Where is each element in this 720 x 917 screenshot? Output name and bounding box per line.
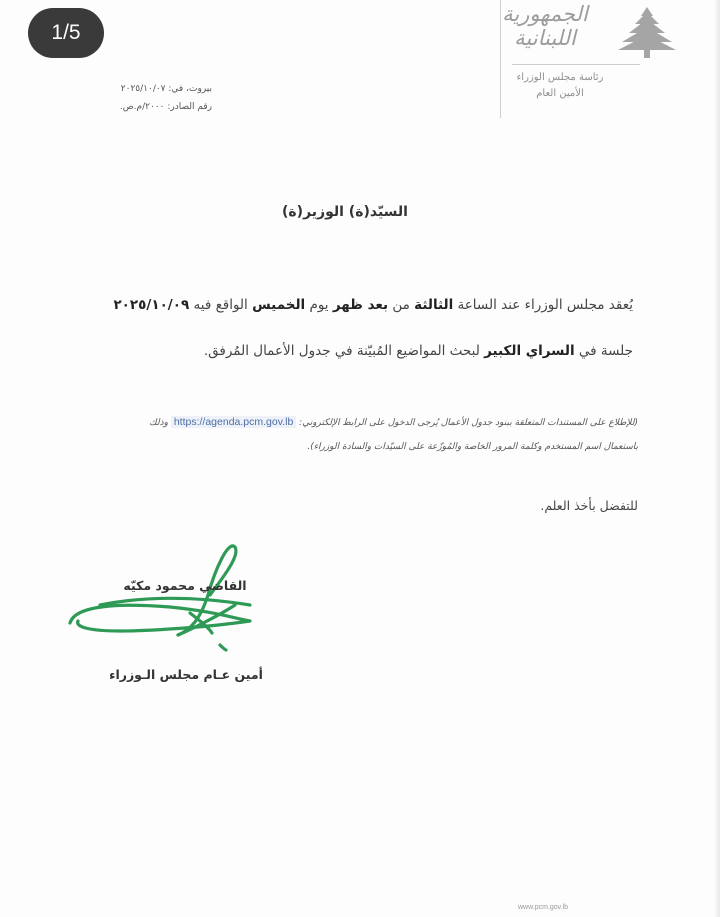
closing-line: للتفضل بأخذ العلم. (540, 498, 638, 513)
reference-line: رقم الصادر: ٢٠٠٠/م.ص. (119, 102, 212, 112)
agenda-link[interactable]: https://agenda.pcm.gov.lb (171, 416, 296, 428)
office-name (500, 70, 620, 102)
office-line-1: رئاسة مجلس الوزراء (516, 72, 604, 83)
signatory-name: القاضي محمود مكيّه (123, 578, 247, 593)
date-line: بيروت، في: ٢٠٢٥/١٠/٠٧ (120, 84, 212, 94)
p1-text-g: الواقع فيه (189, 297, 253, 313)
note-text-1-end: وذلك (149, 418, 171, 428)
page-edge-shadow (714, 0, 720, 917)
p1-afternoon: بعد ظهر (332, 297, 389, 313)
salutation: السيّد(ة) الوزير(ة) (282, 204, 408, 220)
p1-text-e: يوم (305, 297, 333, 313)
p1-date: ٢٠٢٥/١٠/٠٩ (113, 297, 190, 313)
note-line-1 (78, 416, 638, 428)
note-line-2: باستعمال اسم المستخدم وكلمة المرور الخاصة والمُوزّعة على السيّدات والسادة الوزراء). (307, 442, 638, 452)
p1-text-a: يُعقد مجلس الوزراء عند الساعة (453, 297, 633, 313)
note-text-1: (للإطلاع على المستندات المتعلقة ببنود جدول الأعمال يُرجى الدخول على الرابط الإلكتروني: (296, 418, 638, 428)
p1-day: الخميس (252, 297, 306, 313)
p1-text-c: من (388, 297, 415, 313)
p2-text-a: جلسة في (574, 343, 633, 359)
footer-url: www.pcm.gov.lb (518, 904, 569, 911)
letter-meta (72, 80, 212, 116)
letterhead-separator (512, 64, 640, 65)
republic-name (490, 2, 600, 50)
paragraph-2 (88, 343, 633, 359)
republic-line-2: اللبنانية (514, 26, 576, 50)
p2-venue: السراي الكبير (484, 343, 575, 359)
page-counter: 1/5 (28, 8, 104, 58)
paragraph-1 (88, 297, 633, 313)
p2-text-c: لبحث المواضيع المُبيّنة في جدول الأعمال المُرفق. (203, 343, 485, 359)
cedar-emblem-icon (614, 4, 680, 60)
republic-line-1: الجمهورية (502, 2, 588, 26)
office-line-2: الأمين العام (536, 88, 584, 99)
signatory-title: أمين عـام مجلس الـوزراء (109, 667, 263, 682)
p1-time: الثالثة (414, 297, 454, 313)
letterhead (480, 0, 680, 120)
